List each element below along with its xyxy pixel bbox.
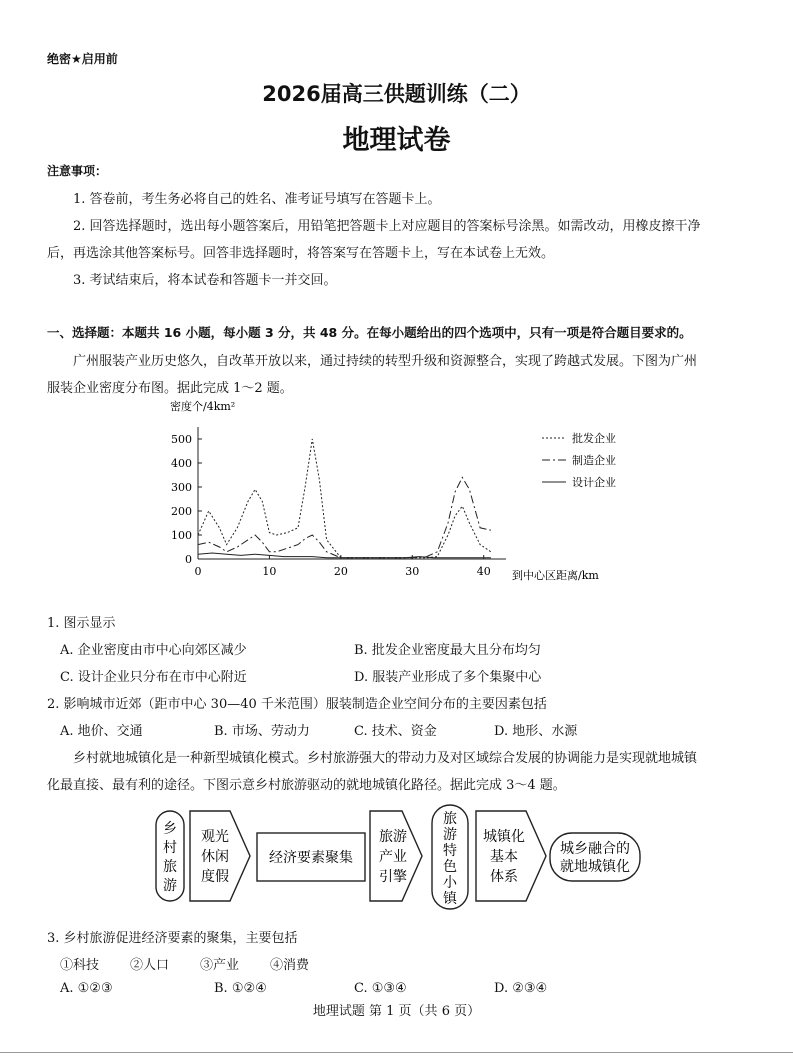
notice-item-2a: 2. 回答选择题时，选出每小题答案后，用铅笔把答题卡上对应题目的答案标号涂黑。如需改动，用橡皮擦干净 [73,219,701,234]
legend-label-3: 设计企业 [572,476,616,489]
series-line-1 [198,439,491,558]
q2-option-c[interactable]: C. 技术、资金 [354,724,437,739]
flow-n2-l2: 度假 [201,869,229,885]
x-tick-label: 40 [476,565,491,578]
y-tick-label: 400 [171,457,192,470]
intro1-line1: 广州服装产业历史悠久，自改革开放以来，通过持续的转型升级和资源整合，实现了跨越式发展。下图为广州 [73,354,698,369]
urbanization-flow-diagram [150,803,645,911]
q3-item-2: ②人口 [130,958,170,973]
q3-stem: 3. 乡村旅游促进经济要素的聚集，主要包括 [47,931,298,946]
flow-n1-c1: 村 [163,840,177,856]
flow-n6-l0: 城镇化 [483,829,525,845]
x-tick-label: 0 [194,565,202,578]
q1-stem: 1. 图示显示 [47,616,116,631]
q3-option-c[interactable]: C. ①③④ [354,981,407,996]
q3-option-b[interactable]: B. ①②④ [214,981,267,996]
legend-label-2: 制造企业 [572,454,616,467]
flow-n2-l0: 观光 [201,829,229,845]
q1-option-c[interactable]: C. 设计企业只分布在市中心附近 [60,670,247,685]
legend-label-1: 批发企业 [572,432,616,445]
exam-title: 2026届高三供题训练（二） [262,82,531,106]
notice-item-1: 1. 答卷前，考生务必将自己的姓名、准考证号填写在答题卡上。 [73,192,441,207]
flow-n5-c2: 特 [443,843,457,859]
intro1-line2: 服装企业密度分布图。据此完成 1～2 题。 [47,381,293,396]
y-tick-label: 300 [171,481,192,494]
intro2-line1: 乡村就地城镇化是一种新型城镇化模式。乡村旅游强大的带动力及对区域综合发展的协调能力是实现就地城镇 [73,751,698,766]
notice-heading: 注意事项： [47,164,108,178]
section-heading: 一、选择题：本题共 16 小题，每小题 3 分，共 48 分。在每小题给出的四个选项中，只有一项是符合题目要求的。 [47,325,692,340]
y-tick-label: 100 [171,529,192,542]
q2-option-d[interactable]: D. 地形、水源 [494,724,578,739]
flow-n4-l1: 产业 [379,849,407,865]
y-tick-label: 0 [185,553,192,566]
bottom-divider [0,1052,793,1053]
y-tick-label: 500 [171,433,192,446]
flow-n1-c2: 旅 [163,859,177,875]
x-tick-label: 10 [262,565,277,578]
flow-n1-c3: 游 [163,878,177,894]
flow-n5-c5: 镇 [443,891,457,907]
x-tick-label: 20 [333,565,348,578]
q2-option-b[interactable]: B. 市场、劳动力 [214,724,310,739]
flow-n7-l0: 城乡融合的 [560,841,630,857]
q1-option-b[interactable]: B. 批发企业密度最大且分布均匀 [354,643,541,658]
q3-option-d[interactable]: D. ②③④ [494,981,548,996]
q3-item-4: ④消费 [270,958,310,973]
q3-item-1: ①科技 [60,958,100,973]
flow-n5-c1: 游 [443,827,457,843]
chart-xlabel: 到中心区距离/km [512,569,599,582]
intro2-line2: 化最直接、最有利的途径。下图示意乡村旅游驱动的就地城镇化路径。据此完成 3～4 题。 [47,778,566,793]
x-tick-label: 30 [405,565,420,578]
flow-n5-c4: 小 [443,875,457,891]
q1-option-a[interactable]: A. 企业密度由市中心向郊区减少 [60,643,247,658]
flow-n6-l1: 基本 [490,849,518,865]
q2-stem: 2. 影响城市近郊（距市中心 30—40 千米范围）服装制造企业空间分布的主要因素包括 [47,697,547,712]
notice-item-3: 3. 考试结束后，将本试卷和答题卡一并交回。 [73,273,337,288]
flow-n5-c0: 旅 [443,811,457,827]
flow-n7-l1: 就地城镇化 [560,859,630,875]
flow-n4-l0: 旅游 [379,829,407,845]
flow-n5-c3: 色 [443,859,457,875]
flow-n2-l1: 休闲 [201,849,229,865]
confidential-label: 绝密★启用前 [47,52,118,66]
q3-item-3: ③产业 [200,958,240,973]
density-chart [160,398,630,588]
series-line-3 [198,553,491,558]
flow-n3: 经济要素聚集 [269,850,353,866]
q1-option-d[interactable]: D. 服装产业形成了多个集聚中心 [354,670,542,685]
flow-n1-c0: 乡 [163,821,177,837]
series-line-2 [198,477,491,557]
q3-option-a[interactable]: A. ①②③ [60,981,113,996]
flow-n6-l2: 体系 [490,869,518,885]
notice-item-2b: 后，再选涂其他答案标号。回答非选择题时，将答案写在答题卡上，写在本试卷上无效。 [47,246,555,261]
q2-option-a[interactable]: A. 地价、交通 [60,724,143,739]
chart-ylabel: 密度个/4km² [170,400,236,413]
subject-title: 地理试卷 [342,125,451,156]
page-footer: 地理试题 第 1 页（共 6 页） [312,1004,481,1019]
y-tick-label: 200 [171,505,192,518]
flow-n4-l2: 引擎 [379,869,407,885]
